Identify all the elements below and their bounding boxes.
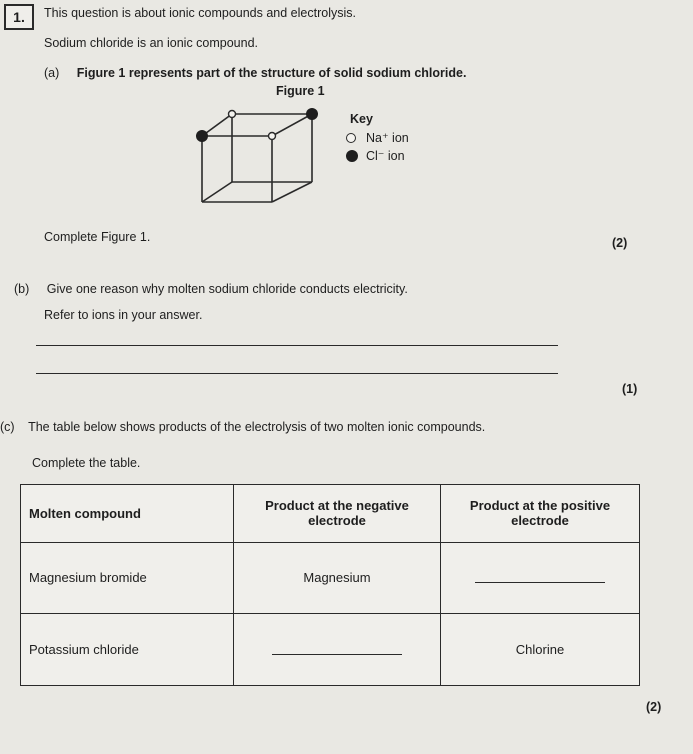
key-cl-label: Cl⁻ ion <box>366 149 405 163</box>
header-positive-electrode: Product at the positive electrode <box>441 485 640 543</box>
part-c-label: (c) <box>0 420 15 434</box>
answer-blank[interactable] <box>272 642 402 655</box>
part-b-text: Give one reason why molten sodium chloride conducts electricity. <box>46 282 408 296</box>
answer-blank[interactable] <box>475 570 605 583</box>
part-a-instruction: Complete Figure 1. <box>44 230 151 244</box>
key-title: Key <box>350 112 373 126</box>
positive-product-cell[interactable] <box>441 542 640 614</box>
compound-cell: Potassium chloride <box>21 614 234 686</box>
key-cl-row <box>346 148 405 163</box>
answer-line[interactable] <box>36 373 558 374</box>
cl-ion <box>306 108 318 120</box>
part-c-prompt <box>0 420 485 434</box>
part-b-marks: (1) <box>622 382 638 396</box>
lattice-edge <box>272 114 312 136</box>
question-statement: Sodium chloride is an ionic compound. <box>44 36 259 50</box>
cl-ion <box>196 130 208 142</box>
negative-product-cell: Magnesium <box>234 542 441 614</box>
compound-cell: Magnesium bromide <box>21 542 234 614</box>
figure-title: Figure 1 <box>276 84 325 98</box>
nacl-structure-figure[interactable] <box>190 104 330 216</box>
part-a-label: (a) <box>44 66 60 80</box>
part-c-marks: (2) <box>646 700 662 714</box>
lattice-edge <box>202 182 232 202</box>
answer-line[interactable] <box>36 345 558 346</box>
table-row <box>21 614 640 686</box>
positive-product-cell: Chlorine <box>441 614 640 686</box>
part-c-instruction: Complete the table. <box>32 456 141 470</box>
part-a-text: Figure 1 represents part of the structure of solid sodium chloride. <box>76 66 467 80</box>
na-ion <box>269 133 276 140</box>
header-molten-compound: Molten compound <box>21 485 234 543</box>
lattice-edge <box>272 182 312 202</box>
table-header-row <box>21 485 640 543</box>
header-negative-electrode: Product at the negative electrode <box>234 485 441 543</box>
question-number: 1. <box>4 4 34 30</box>
part-a-marks: (2) <box>612 236 628 250</box>
question-intro: This question is about ionic compounds and electrolysis. <box>44 6 356 20</box>
part-a-prompt <box>44 66 466 80</box>
na-ion <box>229 111 236 118</box>
part-b-label: (b) <box>14 282 30 296</box>
key-na-row <box>346 130 409 145</box>
key-na-label: Na⁺ ion <box>366 131 409 145</box>
table-row <box>21 542 640 614</box>
part-b-hint: Refer to ions in your answer. <box>44 308 203 322</box>
cl-ion-icon <box>346 150 358 162</box>
na-ion-icon <box>346 133 356 143</box>
part-b-prompt <box>14 282 408 296</box>
negative-product-cell[interactable] <box>234 614 441 686</box>
products-table <box>20 484 640 686</box>
part-c-text: The table below shows products of the electrolysis of two molten ionic compounds. <box>28 420 486 434</box>
